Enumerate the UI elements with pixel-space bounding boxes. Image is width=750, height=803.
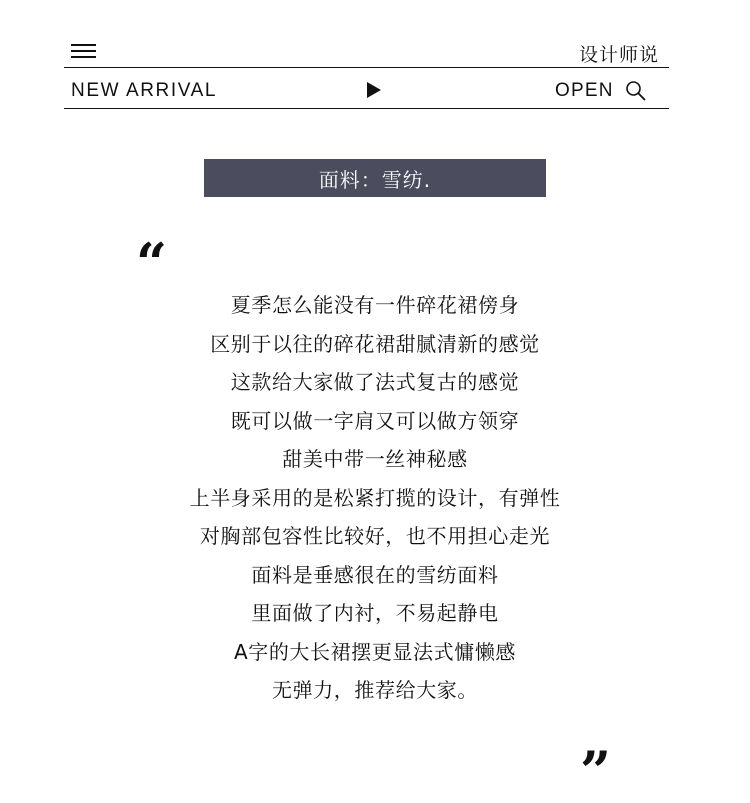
description-line: A字的大长裙摆更显法式慵懒感 (233, 639, 517, 664)
divider-top (64, 67, 669, 68)
description-line: 里面做了内衬，不易起静电 (251, 601, 499, 625)
fabric-banner-text: 面料：雪纺. (318, 167, 432, 192)
description-line: 甜美中带一丝神秘感 (282, 447, 468, 471)
menu-bar (71, 44, 96, 46)
description-line: 这款给大家做了法式复古的感觉 (230, 370, 520, 394)
description-line: 对胸部包容性比较好，也不用担心走光 (199, 524, 551, 548)
open-link[interactable]: OPEN (555, 80, 614, 101)
description-lines (0, 286, 750, 710)
description-line: 面料是垂感很在的雪纺面料 (251, 562, 499, 587)
menu-bar (71, 56, 96, 58)
fabric-banner (204, 159, 546, 197)
open-quote-mark: “ (136, 231, 168, 295)
divider-bottom (64, 108, 669, 109)
menu-bar (71, 50, 96, 52)
brand-title: 设计师说 (578, 44, 659, 66)
play-icon[interactable] (367, 82, 381, 98)
description-line: 夏季怎么能没有一件碎花裙傍身 (230, 293, 520, 317)
hamburger-menu-icon[interactable] (71, 44, 96, 58)
description-line: 上半身采用的是松紧打揽的设计，有弹性 (189, 485, 561, 510)
description-line: 既可以做一字肩又可以做方领穿 (230, 408, 520, 433)
description-line: 区别于以往的碎花裙甜腻清新的感觉 (210, 331, 540, 356)
search-icon[interactable] (625, 80, 647, 102)
new-arrival-label[interactable]: NEW ARRIVAL (71, 80, 218, 101)
close-quote-mark: ” (580, 739, 612, 803)
description-line: 无弹力，推荐给大家。 (272, 678, 478, 702)
